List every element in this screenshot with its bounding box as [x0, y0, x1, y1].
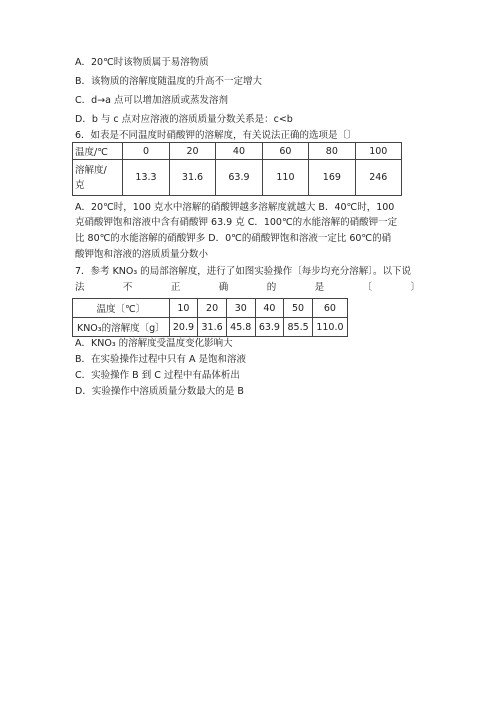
- q6-solubility-table: [72, 142, 402, 196]
- table-cell: 60: [262, 143, 308, 160]
- q7-stem-char: 的: [266, 282, 277, 293]
- table-cell: 50: [284, 299, 313, 318]
- q6-options-line2: 克硝酸钾饱和溶液中含有硝酸钾 63.9 克 C．100℃的水能溶解的硝酸钾一定: [75, 217, 398, 228]
- table-cell: 40: [216, 143, 262, 160]
- q6-options-line1: A．20℃时，100 克水中溶解的硝酸钾越多溶解度就越大 B．40℃时，100: [75, 202, 395, 213]
- table-cell: 85.5: [284, 318, 313, 337]
- q7-stem-char: 〔: [362, 282, 373, 293]
- q7-solubility-header: KNO₃的溶解度〔g〕: [73, 318, 170, 337]
- q7-option-b: B．在实验操作过程中只有 A 是饱和溶液: [75, 354, 247, 365]
- q6-stem: 6．如表是不同温度时硝酸钾的溶解度，有关说法正确的选项是〔〕: [75, 130, 357, 141]
- table-cell: 100: [355, 143, 401, 160]
- q6-solubility-header-line1: 溶解度/: [75, 164, 107, 176]
- table-cell: 169: [309, 160, 355, 196]
- table-cell: 30: [226, 299, 255, 318]
- q5-option-a: A．20℃时该物质属于易溶物质: [75, 57, 209, 68]
- table-cell: 20.9: [169, 318, 198, 337]
- q5-option-b: B．该物质的溶解度随温度的升高不一定增大: [75, 76, 263, 87]
- q7-solubility-table: [72, 298, 348, 337]
- table-cell: 63.9: [216, 160, 262, 196]
- q5-option-c: C．d→a 点可以增加溶质或蒸发溶剂: [75, 95, 228, 106]
- q6-solubility-header-line2: 克: [75, 179, 85, 191]
- q5-option-d: D．b 与 c 点对应溶液的溶质质量分数关系是：c<b: [75, 114, 293, 125]
- table-cell: 40: [255, 299, 284, 318]
- q7-option-c: C．实验操作 B 到 C 过程中有晶体析出: [75, 370, 240, 381]
- q7-stem-char: 确: [218, 282, 229, 293]
- table-cell: 31.6: [169, 160, 215, 196]
- q7-stem-char: 是: [314, 282, 325, 293]
- table-cell: 246: [355, 160, 401, 196]
- table-cell: 20: [198, 299, 227, 318]
- q7-option-a: A．KNO₃ 的溶解度受温度变化影响大: [75, 338, 233, 349]
- q7-stem-line1: 7．参考 KNO₃ 的局部溶解度，进行了如图实验操作〔每步均充分溶解〕。以下说: [75, 266, 411, 277]
- q6-options-line3: 比 80℃的水能溶解的硝酸钾多 D．0℃的硝酸钾饱和溶液一定比 60℃的硝: [75, 233, 392, 244]
- table-cell: 80: [309, 143, 355, 160]
- table-cell: 0: [123, 143, 169, 160]
- table-cell: 63.9: [255, 318, 284, 337]
- table-cell: 31.6: [198, 318, 227, 337]
- table-cell: 110.0: [312, 318, 347, 337]
- q7-stem-char: 〕: [410, 282, 420, 293]
- table-cell: 110: [262, 160, 308, 196]
- q6-temp-header: 温度/℃: [73, 143, 123, 160]
- table-cell: 45.8: [226, 318, 255, 337]
- q6-solubility-header: [73, 160, 123, 196]
- q7-stem-char: 正: [170, 282, 181, 293]
- table-cell: 20: [169, 143, 215, 160]
- table-cell: 13.3: [123, 160, 169, 196]
- q6-options-line4: 酸钾饱和溶液的溶质质量分数小: [75, 249, 209, 260]
- q7-option-d: D．实验操作中溶质质量分数最大的是 B: [75, 386, 244, 397]
- q7-stem-line2: [75, 281, 420, 294]
- q7-stem-char: 法: [75, 282, 85, 293]
- q7-temp-header: 温度〔℃〕: [73, 299, 170, 318]
- table-cell: 10: [169, 299, 198, 318]
- q7-stem-char: 不: [122, 282, 133, 293]
- table-cell: 60: [312, 299, 347, 318]
